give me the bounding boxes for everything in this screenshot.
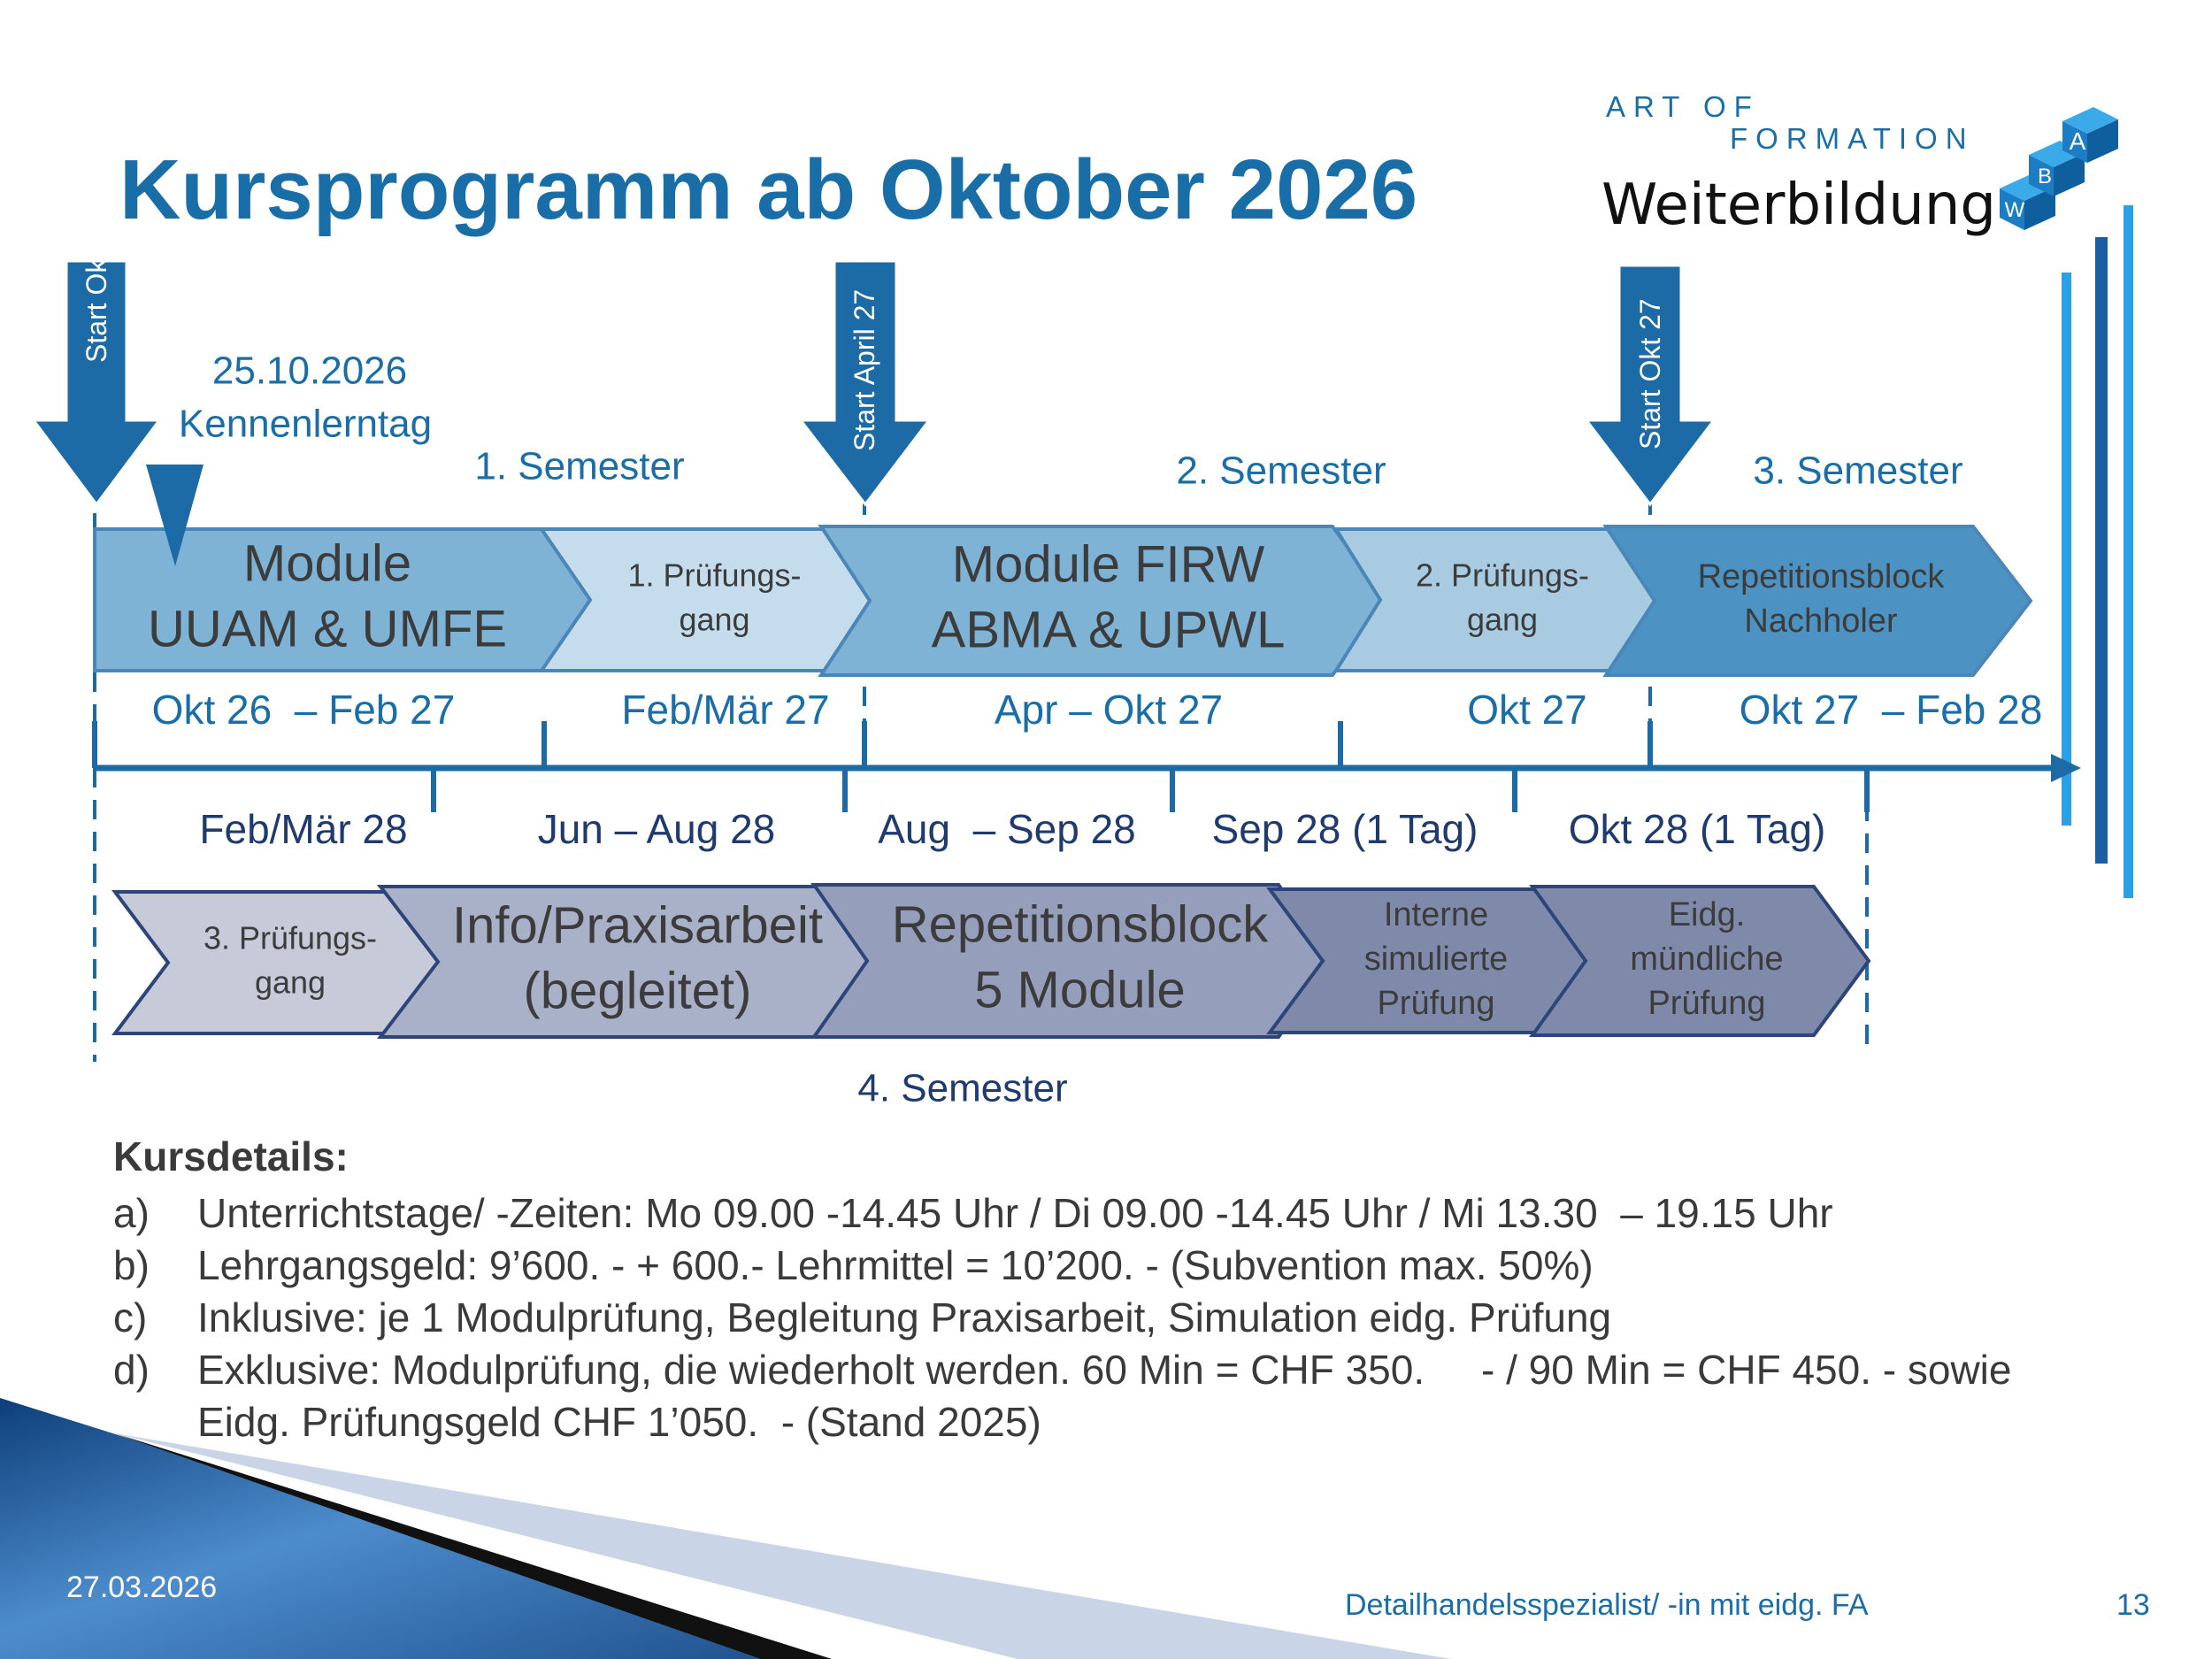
details-item [113,1292,2113,1344]
chevron-label: Repetitionsblock [1697,558,1945,596]
footer-date: 27.03.2026 [66,1571,218,1604]
kennenlerntag-label: Kennenlerntag [178,402,433,446]
logo-cube-letter: W [2004,198,2025,222]
details-item-text: Unterrichtstage/ -Zeiten: Mo 09.00 -14.45 Uhr / Di 09.00 -14.45 Uhr / Mi 13.30 – 19.15 Uhr [197,1190,1833,1236]
details-item-key: a) [113,1190,150,1236]
bottom-chevron-row [115,885,1869,1037]
details-item [113,1187,2113,1240]
details-item-key: d) [113,1347,150,1393]
chevron-label: Nachholer [1744,603,1898,641]
chevron-label: 2. Prüfungs- [1415,557,1590,594]
details-item-key: c) [113,1294,148,1340]
date-label-bottom: Sep 28 (1 Tag) [1211,806,1479,853]
logo-line-art: ART OF [1606,90,1760,123]
chevron-shape [1336,529,1659,671]
details-item-key [113,1396,197,1448]
start-marker-april27 [801,261,929,504]
details-item-text: Exklusive: Modulprüfung, die wiederholt werden. 60 Min = CHF 350. - / 90 Min = CHF 450. - sowie [197,1347,2012,1393]
details-heading: Kursdetails: [113,1133,349,1179]
logo-line-formation: FORMATION [1730,122,1975,155]
date-label-bottom: Aug – Sep 28 [878,806,1136,853]
date-label-top: Apr – Okt 27 [994,687,1224,733]
logo-cube-letter: A [2069,127,2086,155]
logo-cube-letter: B [2037,165,2053,188]
details-item-text: Inklusive: je 1 Modulprüfung, Begleitung Praxisarbeit, Simulation eidg. Prüfung [197,1294,1612,1340]
chevron-label: Module [242,534,412,593]
chevron-top [1606,526,2031,675]
kennenlerntag-date: 25.10.2026 [211,349,408,393]
chevron-label: Prüfung [1377,985,1495,1023]
details-item [113,1240,2113,1292]
details-item-text: Lehrgangsgeld: 9’600. - + 600.- Lehrmittel = 10’200. - (Subvention max. 50%) [197,1242,1594,1288]
chevron-label: gang [1466,601,1539,638]
chevron-label: 1. Prüfungs- [627,557,802,594]
course-details [113,1133,2113,1448]
chevron-label: simulierte [1363,941,1509,979]
chevron-label: mündliche [1630,941,1784,979]
date-label-bottom: Feb/Mär 28 [199,806,408,853]
date-label-bottom: Jun – Aug 28 [537,806,776,853]
details-item [113,1396,2113,1448]
logo-weiterbildung: Weiterbildung [1601,173,1997,238]
start-marker-okt27 [1586,265,1714,504]
semester-label: 4. Semester [857,1066,1068,1110]
chevron-label: Eidg. [1668,896,1746,934]
start-marker-label: Start Okt 26 [81,211,112,363]
date-label-top: Okt 27 – Feb 28 [1739,687,2043,733]
chevron-label: 5 Module [974,961,1186,1019]
details-item-text: Eidg. Prüfungsgeld CHF 1’050. - (Stand 2025) [197,1399,1041,1445]
chevron-top [541,529,873,671]
page-title: Kursprogramm ab Oktober 2026 [119,142,1418,237]
chevron-label: (begleitet) [523,962,752,1020]
top-chevron-row [95,526,2031,675]
chevron-label: ABMA & UPWL [931,601,1286,659]
start-marker-label: Start April 27 [849,288,880,451]
chevron-label: Info/Praxisarbeit [451,896,824,955]
semester-label: 3. Semester [1753,449,1963,493]
footer-page-number: 13 [2116,1588,2150,1622]
date-label-top: Okt 27 [1467,687,1587,733]
chevron-shape [541,529,873,671]
chevron-shape [1606,526,2031,675]
chevron-label: UUAM & UMFE [148,600,507,658]
chevron-bottom [814,885,1332,1037]
chevron-top [1336,529,1659,671]
date-label-bottom: Okt 28 (1 Tag) [1568,806,1826,853]
chevron-label: Repetitionsblock [891,895,1269,954]
chevron-top [821,526,1387,675]
timeline-arrowhead [2051,754,2081,782]
date-label-top: Okt 26 – Feb 27 [151,687,456,733]
chevron-label: Module FIRW [951,535,1265,594]
chevron-top [95,529,599,671]
details-item-key: b) [113,1242,150,1288]
details-item [113,1344,2113,1396]
semester-label: 1. Semester [474,444,685,488]
chevron-label: gang [679,601,750,638]
semester-label: 2. Semester [1176,449,1386,493]
date-label-top: Feb/Mär 27 [621,687,830,733]
start-marker-label: Start Okt 27 [1634,298,1666,449]
chevron-bottom [380,887,876,1037]
footer-course-title: Detailhandelsspezialist/ -in mit eidg. FA [1345,1588,1869,1622]
chevron-label: Interne [1383,896,1489,934]
chevron-label: Prüfung [1647,985,1766,1023]
chevron-label: gang [254,964,326,1001]
chevron-label: 3. Prüfungs- [203,919,378,956]
start-marker-okt26 [34,211,159,504]
